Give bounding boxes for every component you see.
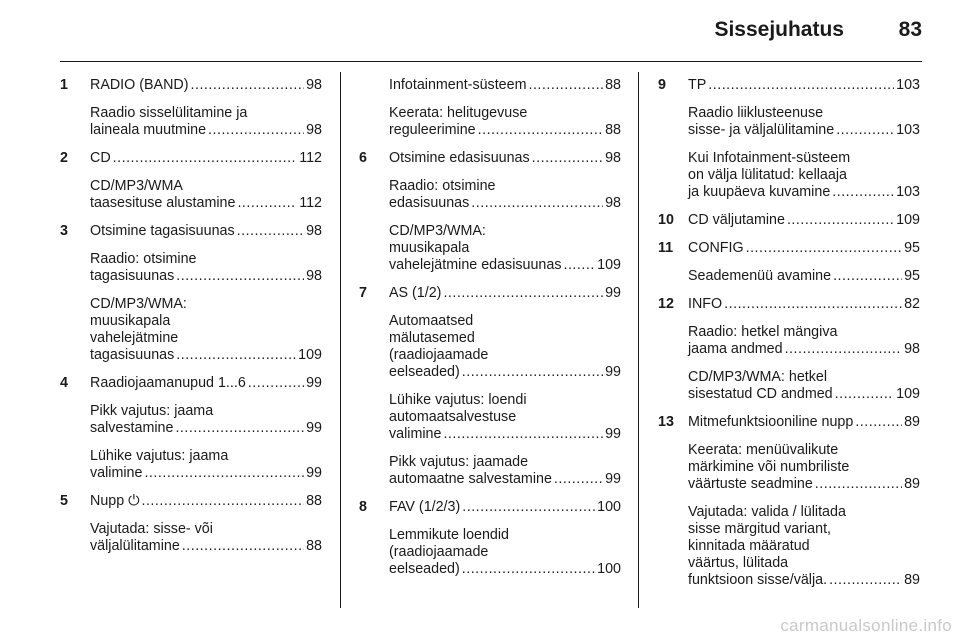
entry-text: taasesituse alustamine — [90, 195, 236, 211]
entry-text: funktsioon sisse/välja. — [688, 572, 828, 588]
entry-text: INFO — [688, 296, 723, 312]
item-number: 2 — [60, 150, 68, 166]
entry-text: muusikapala — [389, 240, 470, 256]
page-reference: 99 — [306, 465, 322, 481]
index-entry — [60, 375, 322, 392]
entry-text: vahelejätmine — [90, 330, 179, 346]
dot-leader — [443, 285, 603, 302]
entry-text: väljalülitamine — [90, 538, 180, 554]
index-column-1 — [60, 77, 322, 566]
entry-text: märkimine või numbriliste — [688, 459, 850, 475]
item-number: 12 — [658, 296, 674, 312]
entry-text: CD väljutamine — [688, 212, 785, 228]
entry-text: Raadio: hetkel mängiva — [688, 324, 838, 340]
page-reference: 89 — [904, 572, 920, 588]
item-number: 11 — [658, 240, 674, 256]
page-reference: 103 — [896, 184, 920, 200]
entry-text: reguleerimine — [389, 122, 476, 138]
entry-last-line — [389, 471, 621, 488]
entry-last-line — [688, 296, 920, 313]
dot-leader — [462, 364, 603, 381]
page-reference: 88 — [605, 122, 621, 138]
index-entry — [658, 324, 920, 358]
index-entry — [60, 178, 322, 212]
entry-text: Pikk vajutus: jaamade — [389, 454, 529, 470]
page-reference: 109 — [298, 347, 322, 363]
entry-text: TP — [688, 77, 707, 93]
page-reference: 103 — [896, 122, 920, 138]
index-entry — [359, 527, 621, 578]
entry-text: on välja lülitatud: kellaaja — [688, 167, 847, 183]
entry-text: Infotainment-süsteem — [389, 77, 527, 93]
item-number: 9 — [658, 77, 666, 93]
entry-text: Vajutada: sisse- või — [90, 521, 213, 537]
index-entry — [60, 493, 322, 510]
dot-leader — [746, 240, 902, 257]
page-reference: 95 — [904, 240, 920, 256]
page-reference: 98 — [605, 150, 621, 166]
entry-last-line — [389, 77, 621, 94]
dot-leader — [724, 296, 902, 313]
dot-leader — [176, 268, 304, 285]
entry-text: tagasisuunas — [90, 268, 175, 284]
item-number: 8 — [359, 499, 367, 515]
entry-text: CONFIG — [688, 240, 744, 256]
page-reference: 95 — [904, 268, 920, 284]
entry-text: ja kuupäeva kuvamine — [688, 184, 831, 200]
page-header — [60, 0, 922, 62]
entry-text: RADIO (BAND) — [90, 77, 189, 93]
entry-text: mälutasemed — [389, 330, 475, 346]
index-column-3 — [658, 77, 920, 600]
entry-text: vahelejätmine edasisuunas — [389, 257, 562, 273]
page-reference: 99 — [605, 471, 621, 487]
entry-last-line — [90, 375, 322, 392]
entry-text: eelseaded) — [389, 561, 460, 577]
entry-text: Raadio sisselülitamine ja — [90, 105, 248, 121]
index-entry — [658, 296, 920, 313]
dot-leader — [248, 375, 304, 392]
index-entry — [359, 392, 621, 443]
watermark: carmanualsonline.info — [780, 616, 952, 635]
page-reference: 99 — [306, 375, 322, 391]
entry-last-line — [688, 212, 920, 229]
dot-leader — [832, 184, 894, 201]
entry-last-line — [688, 476, 920, 493]
index-entry — [60, 251, 322, 285]
item-number: 4 — [60, 375, 68, 391]
index-entry — [359, 178, 621, 212]
page-reference: 89 — [904, 414, 920, 430]
entry-last-line — [90, 465, 322, 482]
entry-text: sisse- ja väljalülitamine — [688, 122, 835, 138]
dot-leader — [237, 223, 304, 240]
entry-text: Nupp ⏻ — [90, 493, 140, 509]
index-entry — [658, 212, 920, 229]
dot-leader — [829, 572, 902, 589]
dot-leader — [833, 268, 902, 285]
page-reference: 88 — [306, 538, 322, 554]
entry-last-line — [389, 426, 621, 443]
entry-text: väärtus, lülitada — [688, 555, 789, 571]
entry-text: Raadio: otsimine — [90, 251, 197, 267]
entry-text: FAV (1/2/3) — [389, 499, 461, 515]
index-entry — [658, 268, 920, 285]
entry-text: Raadio liiklusteenuse — [688, 105, 824, 121]
index-entry — [359, 77, 621, 94]
dot-leader — [141, 493, 304, 510]
entry-text: Otsimine tagasisuunas — [90, 223, 235, 239]
entry-text: väärtuste seadmine — [688, 476, 813, 492]
entry-text: Kui Infotainment-süsteem — [688, 150, 851, 166]
entry-last-line — [90, 195, 322, 212]
entry-text: Raadio: otsimine — [389, 178, 496, 194]
entry-last-line — [90, 538, 322, 555]
entry-text: Keerata: helitugevuse — [389, 105, 528, 121]
index-entry — [359, 454, 621, 488]
index-entry — [658, 77, 920, 94]
page-reference: 99 — [605, 426, 621, 442]
dot-leader — [462, 499, 595, 516]
index-entry — [658, 369, 920, 403]
entry-last-line — [688, 414, 920, 431]
entry-last-line — [90, 420, 322, 437]
entry-text: valimine — [389, 426, 442, 442]
entry-last-line — [389, 122, 621, 139]
index-entry — [658, 504, 920, 589]
entry-text: CD/MP3/WMA: hetkel — [688, 369, 828, 385]
page-reference: 98 — [306, 77, 322, 93]
index-entry — [359, 285, 621, 302]
index-entry — [60, 403, 322, 437]
page-reference: 99 — [605, 364, 621, 380]
item-number: 7 — [359, 285, 367, 301]
page-reference: 82 — [904, 296, 920, 312]
entry-last-line — [688, 341, 920, 358]
entry-last-line — [688, 240, 920, 257]
page-reference: 103 — [896, 77, 920, 93]
dot-leader — [237, 195, 297, 212]
dot-leader — [563, 257, 595, 274]
page-reference: 99 — [605, 285, 621, 301]
entry-last-line — [389, 499, 621, 516]
entry-last-line — [90, 268, 322, 285]
entry-text: Keerata: menüüvalikute — [688, 442, 839, 458]
column-divider — [340, 72, 341, 608]
page-reference: 88 — [605, 77, 621, 93]
entry-text: Lühike vajutus: loendi — [389, 392, 527, 408]
entry-text: jaama andmed — [688, 341, 783, 357]
entry-text: kinnitada määratud — [688, 538, 810, 554]
entry-text: Raadiojaamanupud 1...6 — [90, 375, 246, 391]
index-entry — [658, 105, 920, 139]
section-title: Sissejuhatus — [714, 18, 844, 41]
dot-leader — [785, 341, 903, 358]
entry-text: muusikapala — [90, 313, 171, 329]
dot-leader — [815, 476, 902, 493]
entry-text: salvestamine — [90, 420, 174, 436]
entry-text: automaatne salvestamine — [389, 471, 552, 487]
index-entry — [359, 105, 621, 139]
dot-leader — [443, 426, 603, 443]
dot-leader — [708, 77, 894, 94]
page-reference: 89 — [904, 476, 920, 492]
item-number: 5 — [60, 493, 68, 509]
entry-text: Pikk vajutus: jaama — [90, 403, 214, 419]
dot-leader — [855, 414, 902, 431]
index-entry — [359, 313, 621, 381]
dot-leader — [787, 212, 894, 229]
index-entry — [60, 448, 322, 482]
entry-text: Lemmikute loendid — [389, 527, 510, 543]
item-number: 10 — [658, 212, 674, 228]
entry-last-line — [389, 364, 621, 381]
dot-leader — [176, 347, 296, 364]
entry-text: CD/MP3/WMA — [90, 178, 183, 194]
page-reference: 109 — [896, 386, 920, 402]
entry-text: eelseaded) — [389, 364, 460, 380]
dot-leader — [478, 122, 603, 139]
dot-leader — [532, 150, 603, 167]
item-number: 1 — [60, 77, 68, 93]
entry-text: Otsimine edasisuunas — [389, 150, 530, 166]
item-number: 13 — [658, 414, 674, 430]
index-entry — [60, 150, 322, 167]
dot-leader — [191, 77, 305, 94]
dot-leader — [208, 122, 304, 139]
entry-text: CD/MP3/WMA: — [90, 296, 187, 312]
entry-text: automaatsalvestuse — [389, 409, 517, 425]
dot-leader — [471, 195, 603, 212]
entry-last-line — [90, 77, 322, 94]
dot-leader — [836, 122, 894, 139]
index-entry — [60, 105, 322, 139]
dot-leader — [175, 420, 304, 437]
index-entry — [658, 240, 920, 257]
entry-last-line — [90, 122, 322, 139]
entry-text: sisestatud CD andmed — [688, 386, 833, 402]
dot-leader — [113, 150, 298, 167]
index-column-2 — [359, 77, 621, 589]
header-rule — [60, 61, 922, 62]
page-reference: 88 — [306, 493, 322, 509]
entry-last-line — [389, 561, 621, 578]
entry-last-line — [90, 347, 322, 364]
index-entry — [60, 521, 322, 555]
index-entry — [658, 442, 920, 493]
index-entry — [359, 223, 621, 274]
entry-last-line — [688, 572, 920, 589]
dot-leader — [554, 471, 603, 488]
entry-text: laineala muutmine — [90, 122, 207, 138]
page-reference: 109 — [896, 212, 920, 228]
page-reference: 112 — [299, 150, 322, 166]
entry-text: CD — [90, 150, 111, 166]
entry-text: AS (1/2) — [389, 285, 442, 301]
index-entry — [658, 414, 920, 431]
item-number: 6 — [359, 150, 367, 166]
dot-leader — [462, 561, 595, 578]
page-reference: 100 — [597, 499, 621, 515]
column-divider — [638, 72, 639, 608]
entry-last-line — [90, 223, 322, 240]
entry-last-line — [389, 195, 621, 212]
entry-last-line — [688, 77, 920, 94]
entry-text: edasisuunas — [389, 195, 470, 211]
entry-last-line — [90, 493, 322, 510]
entry-text: Vajutada: valida / lülitada — [688, 504, 846, 520]
index-entry — [60, 223, 322, 240]
page-reference: 99 — [306, 420, 322, 436]
entry-last-line — [389, 150, 621, 167]
entry-text: CD/MP3/WMA: — [389, 223, 486, 239]
page-reference: 98 — [904, 341, 920, 357]
entry-text: Automaatsed — [389, 313, 474, 329]
entry-text: valimine — [90, 465, 143, 481]
entry-text: tagasisuunas — [90, 347, 175, 363]
entry-last-line — [688, 268, 920, 285]
entry-last-line — [688, 184, 920, 201]
entry-last-line — [688, 122, 920, 139]
page-reference: 98 — [306, 122, 322, 138]
entry-last-line — [688, 386, 920, 403]
entry-last-line — [90, 150, 322, 167]
dot-leader — [835, 386, 895, 403]
index-entry — [60, 296, 322, 364]
page-reference: 98 — [605, 195, 621, 211]
page-reference: 98 — [306, 268, 322, 284]
index-entry — [359, 499, 621, 516]
entry-text: (raadiojaamade — [389, 544, 489, 560]
page-reference: 98 — [306, 223, 322, 239]
page-number: 83 — [898, 18, 922, 41]
entry-text: Lühike vajutus: jaama — [90, 448, 229, 464]
page-reference: 109 — [597, 257, 621, 273]
item-number: 3 — [60, 223, 68, 239]
index-entry — [359, 150, 621, 167]
index-entry — [658, 150, 920, 201]
page-reference: 100 — [597, 561, 621, 577]
entry-last-line — [389, 257, 621, 274]
page-reference: 112 — [299, 195, 322, 211]
entry-last-line — [389, 285, 621, 302]
entry-text: Mitmefunktsiooniline nupp — [688, 414, 854, 430]
dot-leader — [144, 465, 304, 482]
entry-text: (raadiojaamade — [389, 347, 489, 363]
dot-leader — [528, 77, 603, 94]
entry-text: sisse märgitud variant, — [688, 521, 832, 537]
entry-text: Seademenüü avamine — [688, 268, 832, 284]
dot-leader — [182, 538, 304, 555]
index-entry — [60, 77, 322, 94]
